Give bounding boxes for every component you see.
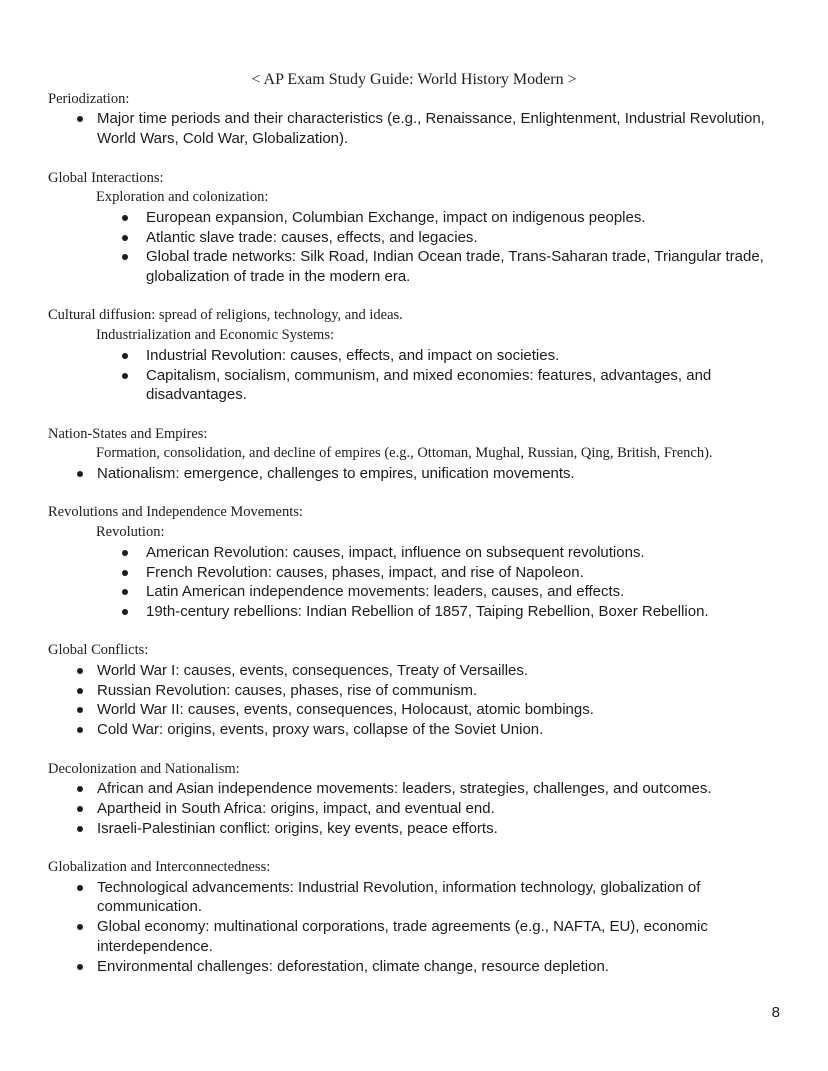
bullet-item xyxy=(48,957,780,977)
bullet-icon xyxy=(77,924,83,930)
bullet-text: Capitalism, socialism, communism, and mixed economies: features, advantages, and disadvantages. xyxy=(146,366,712,404)
bullet-item xyxy=(48,208,780,228)
bullet-text: Latin American independence movements: leaders, causes, and effects. xyxy=(146,583,625,601)
bullet-text: French Revolution: causes, phases, impact, and rise of Napoleon. xyxy=(146,563,584,581)
page-title: < AP Exam Study Guide: World History Modern > xyxy=(251,71,577,88)
section-subheading: Industrialization and Economic Systems: xyxy=(96,327,334,344)
bullet-text: Environmental challenges: deforestation, climate change, resource depletion. xyxy=(97,957,609,975)
bullet-text: Nationalism: emergence, challenges to empires, unification movements. xyxy=(97,465,575,483)
bullet-item xyxy=(48,228,780,248)
bullet-icon xyxy=(77,826,83,832)
section-global-conflicts xyxy=(48,641,780,740)
bullet-text: African and Asian independence movements: leaders, strategies, challenges, and outcomes. xyxy=(97,780,712,798)
bullet-text: Cold War: origins, events, proxy wars, collapse of the Soviet Union. xyxy=(97,721,544,739)
bullet-icon xyxy=(77,786,83,792)
bullet-text: Israeli-Palestinian conflict: origins, key events, peace efforts. xyxy=(97,819,498,837)
bullet-icon xyxy=(77,964,83,970)
bullet-icon xyxy=(77,688,83,694)
bullet-item xyxy=(48,779,780,799)
bullet-icon xyxy=(77,471,83,477)
bullet-item xyxy=(48,799,780,819)
section-heading: Cultural diffusion: spread of religions, technology, and ideas. xyxy=(48,307,403,324)
section-subheading: Exploration and colonization: xyxy=(96,189,269,206)
section-heading: Nation-States and Empires: xyxy=(48,425,208,442)
section-subheading: Revolution: xyxy=(96,524,165,541)
bullet-text: Global trade networks: Silk Road, Indian Ocean trade, Trans-Saharan trade, Triangular trade, globalization of trade in the modern era. xyxy=(146,248,764,286)
bullet-icon xyxy=(122,254,128,260)
bullet-icon xyxy=(122,215,128,221)
bullet-icon xyxy=(77,806,83,812)
section-heading: Globalization and Interconnectedness: xyxy=(48,859,271,876)
bullet-item xyxy=(48,720,780,740)
section-heading: Revolutions and Independence Movements: xyxy=(48,504,303,521)
bullet-item xyxy=(48,661,780,681)
bullet-text: Russian Revolution: causes, phases, rise of communism. xyxy=(97,681,478,699)
bullet-item xyxy=(48,700,780,720)
bullet-icon xyxy=(77,727,83,733)
bullet-text: Global economy: multinational corporations, trade agreements (e.g., NAFTA, EU), economic interdependence. xyxy=(97,918,708,955)
bullet-icon xyxy=(122,589,128,595)
bullet-icon xyxy=(122,373,128,379)
bullet-text: Industrial Revolution: causes, effects, and impact on societies. xyxy=(146,346,560,364)
section-subheading: Formation, consolidation, and decline of empires (e.g., Ottoman, Mughal, Russian, Qing, British, French). xyxy=(96,445,713,462)
section-heading: Global Conflicts: xyxy=(48,642,149,659)
bullet-item xyxy=(48,109,780,148)
bullet-icon xyxy=(122,609,128,615)
bullet-item xyxy=(48,366,780,405)
page-number: 8 xyxy=(771,1004,780,1022)
bullet-text: World War I: causes, events, consequences, Treaty of Versailles. xyxy=(97,662,529,680)
bullet-item xyxy=(48,563,780,583)
bullet-text: Technological advancements: Industrial Revolution, information technology, globalization of communication. xyxy=(97,878,701,916)
bullet-item xyxy=(48,917,780,956)
bullet-item xyxy=(48,602,780,622)
bullet-icon xyxy=(77,885,83,891)
bullet-icon xyxy=(122,235,128,241)
bullet-text: Major time periods and their characteristics (e.g., Renaissance, Enlightenment, Industrial Revolution, World Wars, Cold War, Globalization). xyxy=(97,110,765,148)
bullet-text: Apartheid in South Africa: origins, impact, and eventual end. xyxy=(97,799,495,817)
bullet-item xyxy=(48,346,780,366)
bullet-icon xyxy=(122,353,128,359)
bullet-icon xyxy=(77,668,83,674)
bullet-text: World War II: causes, events, consequences, Holocaust, atomic bombings. xyxy=(97,701,594,719)
bullet-item xyxy=(48,681,780,701)
section-nation-states-and-empires xyxy=(48,425,780,484)
bullet-item xyxy=(48,878,780,917)
section-globalization xyxy=(48,858,780,976)
section-decolonization xyxy=(48,760,780,839)
bullet-item xyxy=(48,582,780,602)
section-heading: Global Interactions: xyxy=(48,169,164,186)
bullet-item xyxy=(48,247,780,286)
bullet-text: Atlantic slave trade: causes, effects, and legacies. xyxy=(146,228,478,246)
bullet-icon xyxy=(122,550,128,556)
section-global-interactions xyxy=(48,169,780,287)
section-cultural-diffusion xyxy=(48,306,780,405)
bullet-text: European expansion, Columbian Exchange, impact on indigenous peoples. xyxy=(146,208,646,226)
bullet-text: 19th-century rebellions: Indian Rebellion of 1857, Taiping Rebellion, Boxer Rebellion. xyxy=(146,602,709,620)
section-heading: Periodization: xyxy=(48,90,130,107)
bullet-item xyxy=(48,464,780,484)
bullet-item xyxy=(48,543,780,563)
section-heading: Decolonization and Nationalism: xyxy=(48,760,240,777)
bullet-item xyxy=(48,819,780,839)
section-revolutions xyxy=(48,503,780,621)
bullet-icon xyxy=(77,707,83,713)
bullet-text: American Revolution: causes, impact, influence on subsequent revolutions. xyxy=(146,543,645,561)
bullet-icon xyxy=(77,116,83,122)
bullet-icon xyxy=(122,570,128,576)
section-periodization xyxy=(48,90,780,149)
